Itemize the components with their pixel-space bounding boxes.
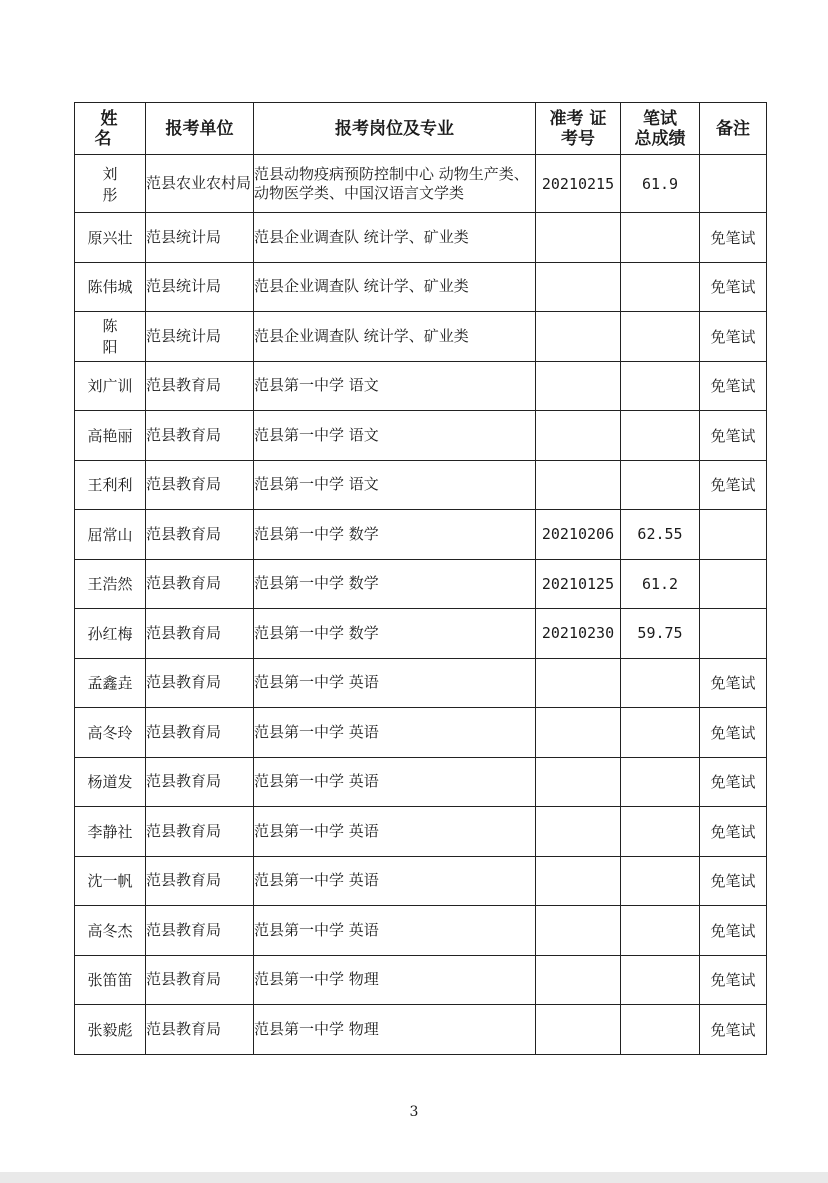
written-exam-score	[621, 807, 700, 857]
applied-unit: 范县教育局	[146, 361, 254, 411]
applied-unit: 范县教育局	[146, 807, 254, 857]
candidate-name: 杨道发	[75, 757, 146, 807]
applied-post: 范县第一中学 数学	[254, 559, 536, 609]
admission-ticket-number: 20210125	[536, 559, 621, 609]
header-ticket-line2: 考号	[561, 128, 595, 149]
header-unit: 报考单位	[146, 103, 254, 155]
written-exam-score	[621, 1005, 700, 1055]
written-exam-score	[621, 708, 700, 758]
admission-ticket-number: 20210230	[536, 609, 621, 659]
applied-post: 范县第一中学 英语	[254, 708, 536, 758]
candidate-name: 陈伟城	[75, 262, 146, 312]
table-row	[75, 856, 767, 906]
applied-unit: 范县统计局	[146, 262, 254, 312]
admission-ticket-number	[536, 757, 621, 807]
candidate-name: 原兴壮	[75, 213, 146, 263]
table-row	[75, 312, 767, 362]
admission-ticket-number	[536, 262, 621, 312]
written-exam-score	[621, 906, 700, 956]
page-number: 3	[409, 1104, 419, 1120]
written-exam-score: 62.55	[621, 510, 700, 560]
remark	[700, 510, 767, 560]
remark: 免笔试	[700, 411, 767, 461]
applied-post: 范县企业调查队 统计学、矿业类	[254, 262, 536, 312]
candidate-name: 高冬杰	[75, 906, 146, 956]
table-row	[75, 411, 767, 461]
applied-post: 范县第一中学 英语	[254, 757, 536, 807]
header-name: 姓 名	[75, 103, 146, 155]
table-row	[75, 155, 767, 213]
applied-unit: 范县统计局	[146, 312, 254, 362]
candidate-name: 张笛笛	[75, 955, 146, 1005]
applied-post: 范县第一中学 英语	[254, 906, 536, 956]
candidate-name: 刘广训	[75, 361, 146, 411]
applied-unit: 范县教育局	[146, 460, 254, 510]
remark: 免笔试	[700, 1005, 767, 1055]
written-exam-score	[621, 411, 700, 461]
applied-unit: 范县教育局	[146, 510, 254, 560]
admission-ticket-number	[536, 856, 621, 906]
applied-post: 范县企业调查队 统计学、矿业类	[254, 213, 536, 263]
applied-unit: 范县教育局	[146, 757, 254, 807]
remark	[700, 559, 767, 609]
table-row	[75, 807, 767, 857]
applied-post: 范县第一中学 数学	[254, 510, 536, 560]
remark: 免笔试	[700, 361, 767, 411]
candidate-name: 高冬玲	[75, 708, 146, 758]
applied-post: 范县动物疫病预防控制中心 动物生产类、动物医学类、中国汉语言文学类	[254, 155, 536, 213]
written-exam-score	[621, 757, 700, 807]
table-row	[75, 708, 767, 758]
candidate-name: 陈 阳	[75, 312, 146, 362]
applied-unit: 范县教育局	[146, 1005, 254, 1055]
applied-post: 范县第一中学 物理	[254, 1005, 536, 1055]
applied-post: 范县第一中学 英语	[254, 856, 536, 906]
table-body	[75, 155, 767, 1055]
candidate-name: 屈常山	[75, 510, 146, 560]
candidate-name: 张毅彪	[75, 1005, 146, 1055]
applied-post: 范县第一中学 语文	[254, 361, 536, 411]
applied-unit: 范县教育局	[146, 658, 254, 708]
candidate-name: 刘 彤	[75, 155, 146, 213]
applied-post: 范县第一中学 物理	[254, 955, 536, 1005]
applied-post: 范县第一中学 英语	[254, 807, 536, 857]
applied-unit: 范县教育局	[146, 906, 254, 956]
admission-ticket-number	[536, 906, 621, 956]
applied-post: 范县企业调查队 统计学、矿业类	[254, 312, 536, 362]
remark: 免笔试	[700, 807, 767, 857]
table-row	[75, 757, 767, 807]
header-note: 备注	[700, 103, 767, 155]
admission-ticket-number	[536, 361, 621, 411]
table-header-row	[75, 103, 767, 155]
applied-unit: 范县统计局	[146, 213, 254, 263]
table-row	[75, 609, 767, 659]
applied-unit: 范县教育局	[146, 856, 254, 906]
remark	[700, 155, 767, 213]
written-exam-score: 59.75	[621, 609, 700, 659]
page-bottom-band	[0, 1172, 828, 1183]
header-post: 报考岗位及专业	[254, 103, 536, 155]
remark: 免笔试	[700, 658, 767, 708]
admission-ticket-number: 20210206	[536, 510, 621, 560]
applied-post: 范县第一中学 英语	[254, 658, 536, 708]
remark: 免笔试	[700, 460, 767, 510]
applied-unit: 范县教育局	[146, 559, 254, 609]
table-row	[75, 658, 767, 708]
applied-unit: 范县教育局	[146, 955, 254, 1005]
remark: 免笔试	[700, 856, 767, 906]
admission-ticket-number	[536, 411, 621, 461]
remark: 免笔试	[700, 213, 767, 263]
table-row	[75, 361, 767, 411]
table-row	[75, 262, 767, 312]
written-exam-score	[621, 312, 700, 362]
written-exam-score	[621, 262, 700, 312]
candidate-table	[74, 102, 767, 1055]
candidate-name: 孟鑫垚	[75, 658, 146, 708]
admission-ticket-number	[536, 312, 621, 362]
written-exam-score	[621, 361, 700, 411]
written-exam-score	[621, 213, 700, 263]
written-exam-score	[621, 460, 700, 510]
applied-unit: 范县教育局	[146, 411, 254, 461]
remark: 免笔试	[700, 757, 767, 807]
applied-post: 范县第一中学 语文	[254, 460, 536, 510]
admission-ticket-number	[536, 1005, 621, 1055]
applied-unit: 范县农业农村局	[146, 155, 254, 213]
header-ticket	[536, 103, 621, 155]
candidate-name: 王利利	[75, 460, 146, 510]
remark: 免笔试	[700, 262, 767, 312]
admission-ticket-number	[536, 658, 621, 708]
admission-ticket-number: 20210215	[536, 155, 621, 213]
header-score-line1: 笔试	[643, 108, 677, 129]
written-exam-score	[621, 955, 700, 1005]
table-row	[75, 213, 767, 263]
table-row	[75, 559, 767, 609]
applied-unit: 范县教育局	[146, 708, 254, 758]
table-row	[75, 906, 767, 956]
written-exam-score: 61.2	[621, 559, 700, 609]
admission-ticket-number	[536, 955, 621, 1005]
header-ticket-line1: 准考 证	[549, 108, 607, 129]
table-row	[75, 955, 767, 1005]
applied-post: 范县第一中学 数学	[254, 609, 536, 659]
remark: 免笔试	[700, 955, 767, 1005]
table-row	[75, 1005, 767, 1055]
remark: 免笔试	[700, 312, 767, 362]
candidate-name: 李静社	[75, 807, 146, 857]
remark	[700, 609, 767, 659]
admission-ticket-number	[536, 460, 621, 510]
candidate-name: 孙红梅	[75, 609, 146, 659]
header-score	[621, 103, 700, 155]
candidate-name: 沈一帆	[75, 856, 146, 906]
remark: 免笔试	[700, 708, 767, 758]
written-exam-score	[621, 658, 700, 708]
table-row	[75, 510, 767, 560]
candidate-name: 王浩然	[75, 559, 146, 609]
table-row	[75, 460, 767, 510]
written-exam-score	[621, 856, 700, 906]
candidate-name: 高艳丽	[75, 411, 146, 461]
remark: 免笔试	[700, 906, 767, 956]
written-exam-score: 61.9	[621, 155, 700, 213]
applied-post: 范县第一中学 语文	[254, 411, 536, 461]
header-score-line2: 总成绩	[634, 128, 686, 149]
applied-unit: 范县教育局	[146, 609, 254, 659]
admission-ticket-number	[536, 807, 621, 857]
admission-ticket-number	[536, 213, 621, 263]
admission-ticket-number	[536, 708, 621, 758]
